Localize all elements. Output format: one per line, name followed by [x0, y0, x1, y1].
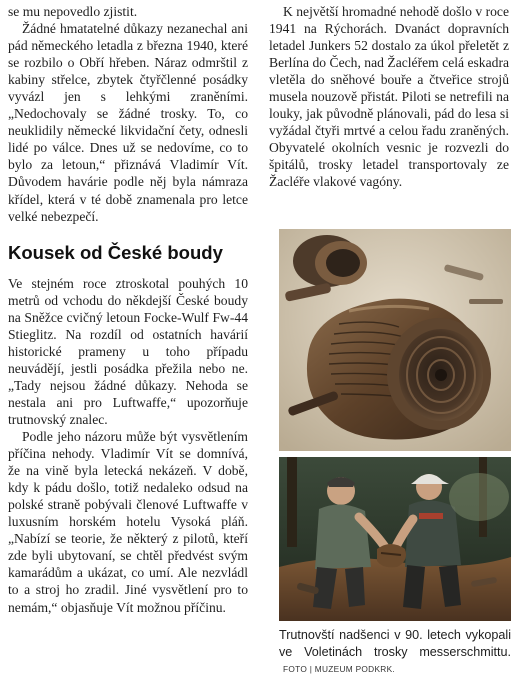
- paragraph: Ve stejném roce ztroskotal pouhých 10 metrů od vchodu do někdejší České boudy na Sněžce cvičný letoun Focke-Wulf Fw-44 Stieglitz. Na rozdíl od ostatních havárií historické prameny u toho případu neuvádějí, jestli posádka přežila nebo ne. „Tady nejsou žádné důkazy. Nehoda se nestala ani pro Luftwaffe,“ upozorňuje trutnovský znalec.: [8, 275, 248, 427]
- paragraph: K největší hromadné nehodě došlo v roce 1941 na Rýchorách. Dvanáct dopravních letadel Junkers 52 dostalo za úkol přeletět z Berlína do Čech, nad Žacléřem celá eskadra vletěla do sněhové bouře a čtveřice strojů musela nouzově přistát. Piloti se netrefili na louky, jak původně plánovali, pád do lesa si vyžádal čtyři mrtvé a celou řadu zraněných. Obyvatelé okolních vesnic je rozvezli do špitálů, trosky letadel transportovaly ze Žacléře vlakové vagóny.: [269, 4, 509, 190]
- engine-wreckage-photo: [279, 229, 511, 451]
- photo-credit: FOTO | MUZEUM PODKRK.: [283, 664, 396, 674]
- caption-text: Trutnovští nadšenci v 90. letech vykopali ve Voletinách trosky messerschmittu.: [279, 628, 511, 659]
- paragraph: Podle jeho názoru může být vysvětlením příčina nehody. Vladimír Vít se domnívá, že na vině byla letecká nekázeň. V době, kdy k pádu došlo, totiž nedaleko odsud na polské straně pobývali členové Luftwaffe v luxusním horském hotelu Vysoká pláň. „Nabízí se teorie, že některý z pilotů, kteří zde byli ubytovaní, se chtěl předvést svým kamarádům a ukázat, co umí. Ale nezvládl to a stroj ho zradil. Jiné vysvětlení pro to nemám,“ objasňuje Vít možnou příčinu.: [8, 429, 248, 615]
- paragraph: Žádné hmatatelné důkazy nezanechal ani pád německého letadla z března 1940, které se rozbilo o Obří hřeben. Náraz odmrštil z kabiny střelce, zbytek čtyřčlenné posádky vyvázl jen s lehkými zraněními. „Nedochovaly se žádné trosky. To, co neuklidily německé likvidační čety, odnesli lidé po válce. Dnes už se nedovíme, co to bylo za letoun,“ přiznává Vladimír Vít. Důvodem havárie podle něj byla námraza křídel, která v té době znamenala pro letce velké nebezpečí.: [8, 21, 248, 224]
- photo-caption: [279, 627, 511, 678]
- section-heading: Kousek od České boudy: [8, 241, 223, 263]
- excavation-photo: [279, 457, 511, 621]
- paragraph: se mu nepovedlo zjistit.: [8, 4, 138, 19]
- right-column: [269, 3, 509, 191]
- left-column: [8, 3, 248, 616]
